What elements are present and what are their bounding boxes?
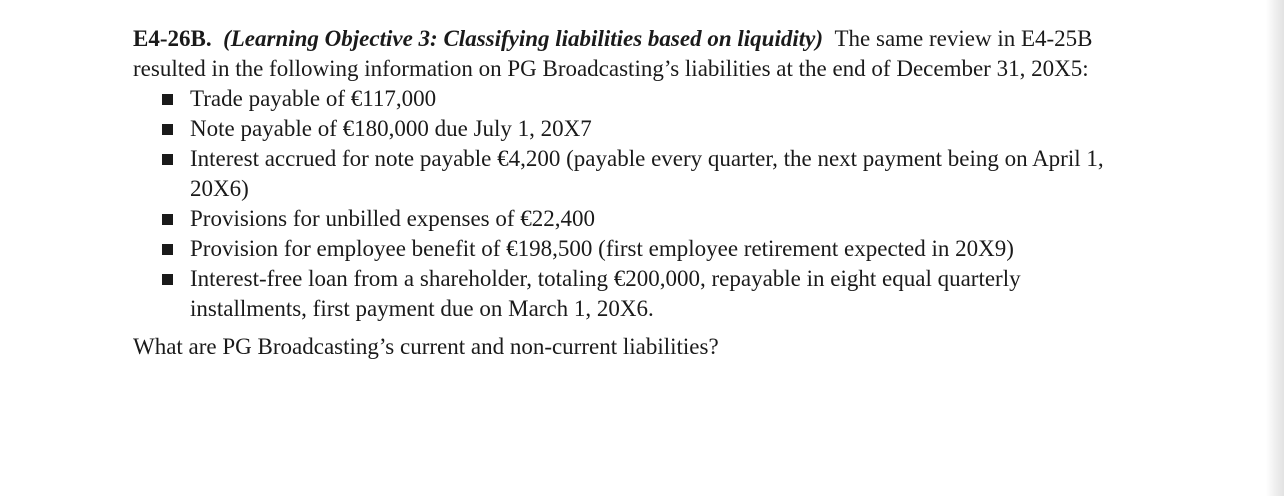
square-bullet-icon bbox=[162, 214, 173, 225]
list-item-text: Interest-free loan from a shareholder, totaling €200,000, repayable in eight equal quarterly installments, first payment due on March 1, 20X6. bbox=[190, 266, 1021, 321]
list-item bbox=[161, 144, 1113, 204]
list-item bbox=[161, 234, 1113, 264]
square-bullet-icon bbox=[162, 154, 173, 165]
list-item-text: Trade payable of €117,000 bbox=[190, 86, 437, 111]
square-bullet-icon bbox=[162, 124, 173, 135]
list-item-text: Note payable of €180,000 due July 1, 20X7 bbox=[190, 116, 592, 141]
liability-list bbox=[133, 84, 1113, 324]
page-edge-shadow bbox=[1266, 0, 1284, 496]
exercise-id: E4-26B. bbox=[133, 26, 212, 51]
square-bullet-icon bbox=[162, 94, 173, 105]
list-item-text: Provision for employee benefit of €198,500 (first employee retirement expected in 20X9) bbox=[190, 236, 1014, 261]
list-item bbox=[161, 204, 1113, 234]
exercise-block bbox=[133, 24, 1113, 362]
list-item bbox=[161, 264, 1113, 324]
exercise-question: What are PG Broadcasting’s current and non-current liabilities? bbox=[133, 334, 719, 359]
exercise-intro bbox=[133, 24, 1113, 84]
list-item bbox=[161, 114, 1113, 144]
list-item-text: Interest accrued for note payable €4,200 (payable every quarter, the next payment being on April 1, 20X6) bbox=[190, 146, 1104, 201]
learning-objective: (Learning Objective 3: Classifying liabilities based on liquidity) bbox=[223, 26, 823, 51]
list-item bbox=[161, 84, 1113, 114]
square-bullet-icon bbox=[162, 274, 173, 285]
list-item-text: Provisions for unbilled expenses of €22,400 bbox=[190, 206, 596, 231]
square-bullet-icon bbox=[162, 244, 173, 255]
intro-text: The same review in E4-25B resulted in the following information on PG Broadcasting’s liabilities at the end of December 31, 20X5: bbox=[133, 26, 1093, 81]
